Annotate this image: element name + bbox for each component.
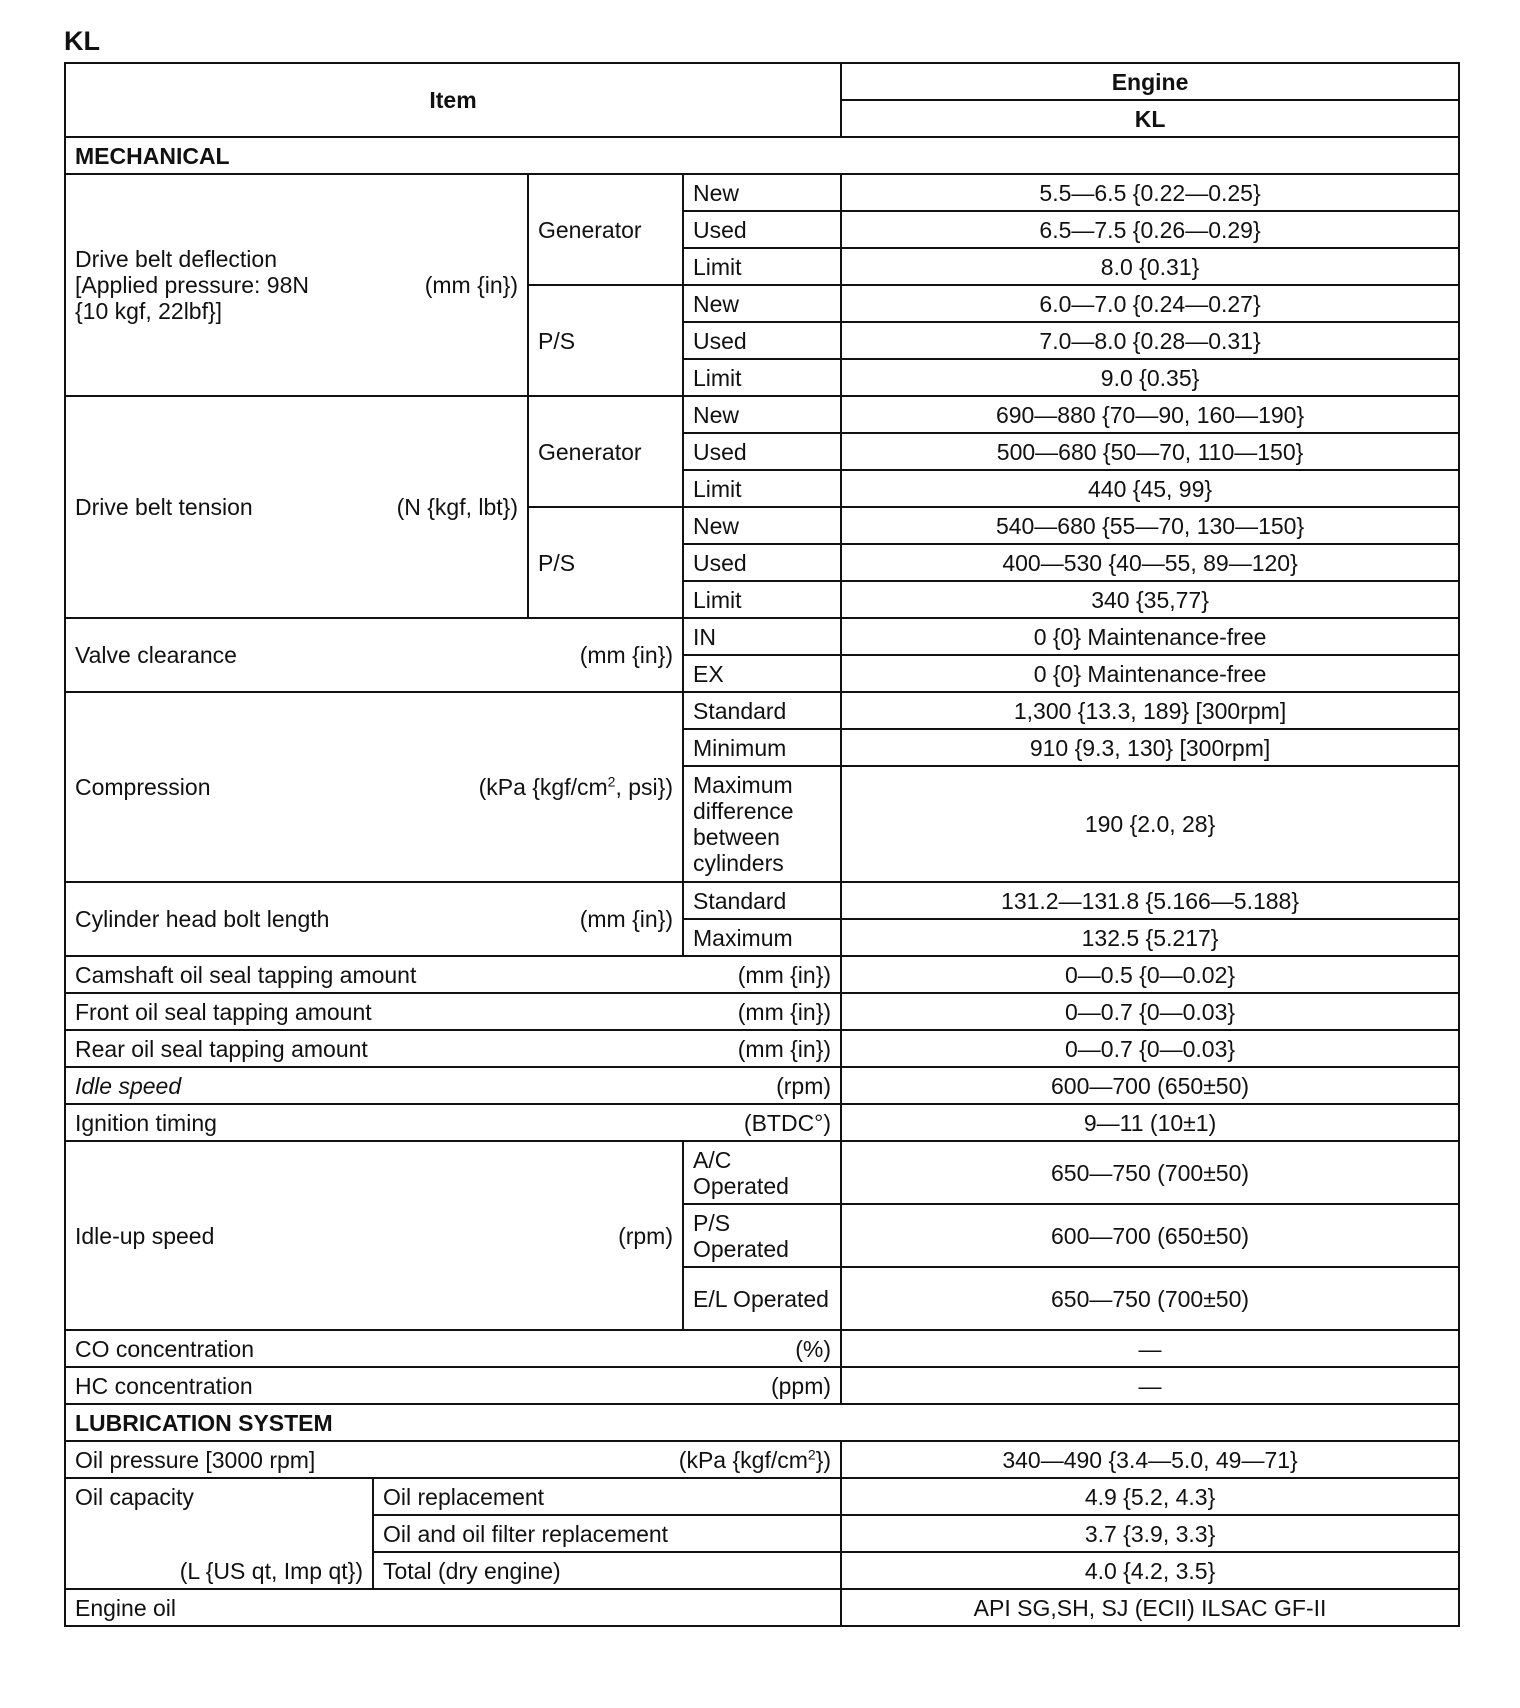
deflection-ps-used: 7.0—8.0 {0.28—0.31} bbox=[841, 322, 1459, 359]
tension-gen-used: 500—680 {50—70, 110—150} bbox=[841, 433, 1459, 470]
table-row bbox=[65, 993, 1459, 1030]
idle-up-label-cell bbox=[65, 1141, 683, 1330]
rear-seal-unit: (mm {in}) bbox=[737, 1035, 832, 1062]
idle-up-unit: (rpm) bbox=[618, 1222, 673, 1249]
idle-up-label: Idle-up speed bbox=[75, 1222, 215, 1249]
head-bolt-label-cell bbox=[65, 882, 683, 956]
sub-ex: EX bbox=[683, 655, 841, 692]
compression-minimum: 910 {9.3, 130} [300rpm] bbox=[841, 729, 1459, 766]
idle-up-ps: 600—700 (650±50) bbox=[841, 1204, 1459, 1267]
table-row bbox=[65, 1367, 1459, 1404]
sub-maximum: Maximum bbox=[683, 919, 841, 956]
valve-label: Valve clearance bbox=[75, 642, 237, 668]
camshaft-seal-label: Camshaft oil seal tapping amount bbox=[75, 961, 417, 988]
valve-unit: (mm {in}) bbox=[579, 642, 673, 668]
co-unit: (%) bbox=[795, 1335, 832, 1362]
camshaft-seal-unit: (mm {in}) bbox=[737, 961, 832, 988]
table-row bbox=[65, 396, 1459, 433]
table-row bbox=[65, 1441, 1459, 1478]
oil-replacement-value: 4.9 {5.2, 4.3} bbox=[841, 1478, 1459, 1515]
rear-seal-label: Rear oil seal tapping amount bbox=[75, 1035, 368, 1062]
co-label: CO concentration bbox=[75, 1335, 254, 1362]
oil-capacity-label-cell bbox=[65, 1478, 373, 1589]
valve-label-cell bbox=[65, 618, 683, 692]
deflection-gen-used: 6.5—7.5 {0.26—0.29} bbox=[841, 211, 1459, 248]
sub-ps-operated: P/S Operated bbox=[683, 1204, 841, 1267]
sub-ac-operated: A/C Operated bbox=[683, 1141, 841, 1204]
engine-oil-value: API SG,SH, SJ (ECII) ILSAC GF-II bbox=[841, 1589, 1459, 1626]
sub-limit: Limit bbox=[683, 248, 841, 285]
hc-label-cell bbox=[65, 1367, 841, 1404]
deflection-gen-new: 5.5—6.5 {0.22—0.25} bbox=[841, 174, 1459, 211]
idle-up-el: 650—750 (700±50) bbox=[841, 1267, 1459, 1330]
table-row bbox=[65, 1104, 1459, 1141]
front-seal-label-cell bbox=[65, 993, 841, 1030]
deflection-ps-limit: 9.0 {0.35} bbox=[841, 359, 1459, 396]
table-row bbox=[65, 1141, 1459, 1204]
oil-pressure-unit: (kPa $\{kgf/cm^2\}$) bbox=[678, 1445, 832, 1473]
head-bolt-label: Cylinder head bolt length bbox=[75, 906, 330, 932]
table-row bbox=[65, 1589, 1459, 1626]
sub-new: New bbox=[683, 174, 841, 211]
valve-ex: 0 {0} Maintenance-free bbox=[841, 655, 1459, 692]
table-row bbox=[65, 956, 1459, 993]
ignition-label: Ignition timing bbox=[75, 1109, 217, 1136]
tension-gen-new: 690—880 {70—90, 160—190} bbox=[841, 396, 1459, 433]
sub-limit: Limit bbox=[683, 359, 841, 396]
tension-generator: Generator bbox=[528, 396, 683, 507]
sub-used: Used bbox=[683, 211, 841, 248]
tension-gen-limit: 440 {45, 99} bbox=[841, 470, 1459, 507]
co-label-cell bbox=[65, 1330, 841, 1367]
header-engine: Engine bbox=[841, 63, 1459, 100]
head-bolt-unit: (mm {in}) bbox=[579, 906, 673, 932]
sub-limit: Limit bbox=[683, 581, 841, 618]
deflection-label-cell bbox=[65, 174, 528, 396]
sub-used: Used bbox=[683, 322, 841, 359]
sub-max-diff: Maximum difference between cylinders bbox=[683, 766, 841, 882]
oil-replacement-label: Oil replacement bbox=[373, 1478, 841, 1515]
hc-unit: (ppm) bbox=[770, 1372, 832, 1399]
front-seal-unit: (mm {in}) bbox=[737, 998, 832, 1025]
page-label: KL bbox=[64, 26, 100, 56]
deflection-pressure-units: {10 kgf, 22lbf}] bbox=[75, 298, 223, 324]
deflection-pressure: [Applied pressure: 98N bbox=[75, 272, 309, 298]
section-row bbox=[65, 1404, 1459, 1441]
oil-total-label: Total (dry engine) bbox=[373, 1552, 841, 1589]
table-row bbox=[65, 1478, 1459, 1515]
oil-filter-value: 3.7 {3.9, 3.3} bbox=[841, 1515, 1459, 1552]
deflection-gen-limit: 8.0 {0.31} bbox=[841, 248, 1459, 285]
ignition-value: 9—11 (10±1) bbox=[841, 1104, 1459, 1141]
co-value: — bbox=[841, 1330, 1459, 1367]
deflection-ps: P/S bbox=[528, 285, 683, 396]
rear-seal-value: 0—0.7 {0—0.03} bbox=[841, 1030, 1459, 1067]
table-row bbox=[65, 174, 1459, 211]
hc-label: HC concentration bbox=[75, 1372, 253, 1399]
table-row bbox=[65, 1067, 1459, 1104]
sub-used: Used bbox=[683, 544, 841, 581]
oil-pressure-value: 340—490 {3.4—5.0, 49—71} bbox=[841, 1441, 1459, 1478]
rear-seal-label-cell bbox=[65, 1030, 841, 1067]
sub-limit: Limit bbox=[683, 470, 841, 507]
table-row bbox=[65, 882, 1459, 919]
tension-label: Drive belt tension bbox=[75, 494, 253, 520]
ignition-label-cell bbox=[65, 1104, 841, 1141]
oil-pressure-label-cell bbox=[65, 1441, 841, 1478]
section-mechanical: MECHANICAL bbox=[65, 137, 1459, 174]
tension-label-cell bbox=[65, 396, 528, 618]
header-row bbox=[65, 63, 1459, 100]
sub-standard: Standard bbox=[683, 882, 841, 919]
oil-capacity-label: Oil capacity bbox=[75, 1483, 194, 1510]
tension-ps: P/S bbox=[528, 507, 683, 618]
compression-label: Compression bbox=[75, 774, 211, 800]
compression-label-cell bbox=[65, 692, 683, 882]
tension-ps-new: 540—680 {55—70, 130—150} bbox=[841, 507, 1459, 544]
front-seal-value: 0—0.7 {0—0.03} bbox=[841, 993, 1459, 1030]
tension-ps-used: 400—530 {40—55, 89—120} bbox=[841, 544, 1459, 581]
idle-speed-label-cell bbox=[65, 1067, 841, 1104]
hc-value: — bbox=[841, 1367, 1459, 1404]
tension-ps-limit: 340 {35,77} bbox=[841, 581, 1459, 618]
ignition-unit: (BTDC°) bbox=[743, 1109, 832, 1136]
head-bolt-standard: 131.2—131.8 {5.166—5.188} bbox=[841, 882, 1459, 919]
sub-in: IN bbox=[683, 618, 841, 655]
sub-minimum: Minimum bbox=[683, 729, 841, 766]
sub-new: New bbox=[683, 396, 841, 433]
compression-standard: 1,300 {13.3, 189} [300rpm] bbox=[841, 692, 1459, 729]
oil-capacity-unit: (L {US qt, Imp qt}) bbox=[179, 1557, 363, 1584]
idle-speed-unit: (rpm) bbox=[776, 1072, 832, 1099]
section-lubrication: LUBRICATION SYSTEM bbox=[65, 1404, 1459, 1441]
head-bolt-maximum: 132.5 {5.217} bbox=[841, 919, 1459, 956]
sub-standard: Standard bbox=[683, 692, 841, 729]
idle-speed-value: 600—700 (650±50) bbox=[841, 1067, 1459, 1104]
compression-max-diff: 190 {2.0, 28} bbox=[841, 766, 1459, 882]
idle-speed-label: Idle speed bbox=[75, 1072, 182, 1099]
header-engine-model: KL bbox=[841, 100, 1459, 137]
spec-table bbox=[64, 62, 1460, 1627]
sub-el-operated: E/L Operated bbox=[683, 1267, 841, 1330]
oil-total-value: 4.0 {4.2, 3.5} bbox=[841, 1552, 1459, 1589]
table-row bbox=[65, 1330, 1459, 1367]
front-seal-label: Front oil seal tapping amount bbox=[75, 998, 372, 1025]
section-row bbox=[65, 137, 1459, 174]
sub-used: Used bbox=[683, 433, 841, 470]
header-item: Item bbox=[65, 63, 841, 137]
deflection-unit: (mm {in}) bbox=[424, 272, 518, 298]
engine-oil-label: Engine oil bbox=[65, 1589, 841, 1626]
compression-unit: (kPa {$kgf/cm^2$, psi}) bbox=[478, 773, 673, 800]
tension-unit: (N {kgf, lbt}) bbox=[396, 494, 518, 520]
valve-in: 0 {0} Maintenance-free bbox=[841, 618, 1459, 655]
deflection-generator: Generator bbox=[528, 174, 683, 285]
deflection-label: Drive belt deflection bbox=[75, 246, 277, 272]
table-row bbox=[65, 618, 1459, 655]
camshaft-seal-value: 0—0.5 {0—0.02} bbox=[841, 956, 1459, 993]
idle-up-ac: 650—750 (700±50) bbox=[841, 1141, 1459, 1204]
sub-new: New bbox=[683, 285, 841, 322]
sub-new: New bbox=[683, 507, 841, 544]
oil-pressure-label: Oil pressure [3000 rpm] bbox=[75, 1446, 316, 1473]
table-row bbox=[65, 692, 1459, 729]
table-row bbox=[65, 1030, 1459, 1067]
camshaft-seal-label-cell bbox=[65, 956, 841, 993]
deflection-ps-new: 6.0—7.0 {0.24—0.27} bbox=[841, 285, 1459, 322]
oil-filter-label: Oil and oil filter replacement bbox=[373, 1515, 841, 1552]
